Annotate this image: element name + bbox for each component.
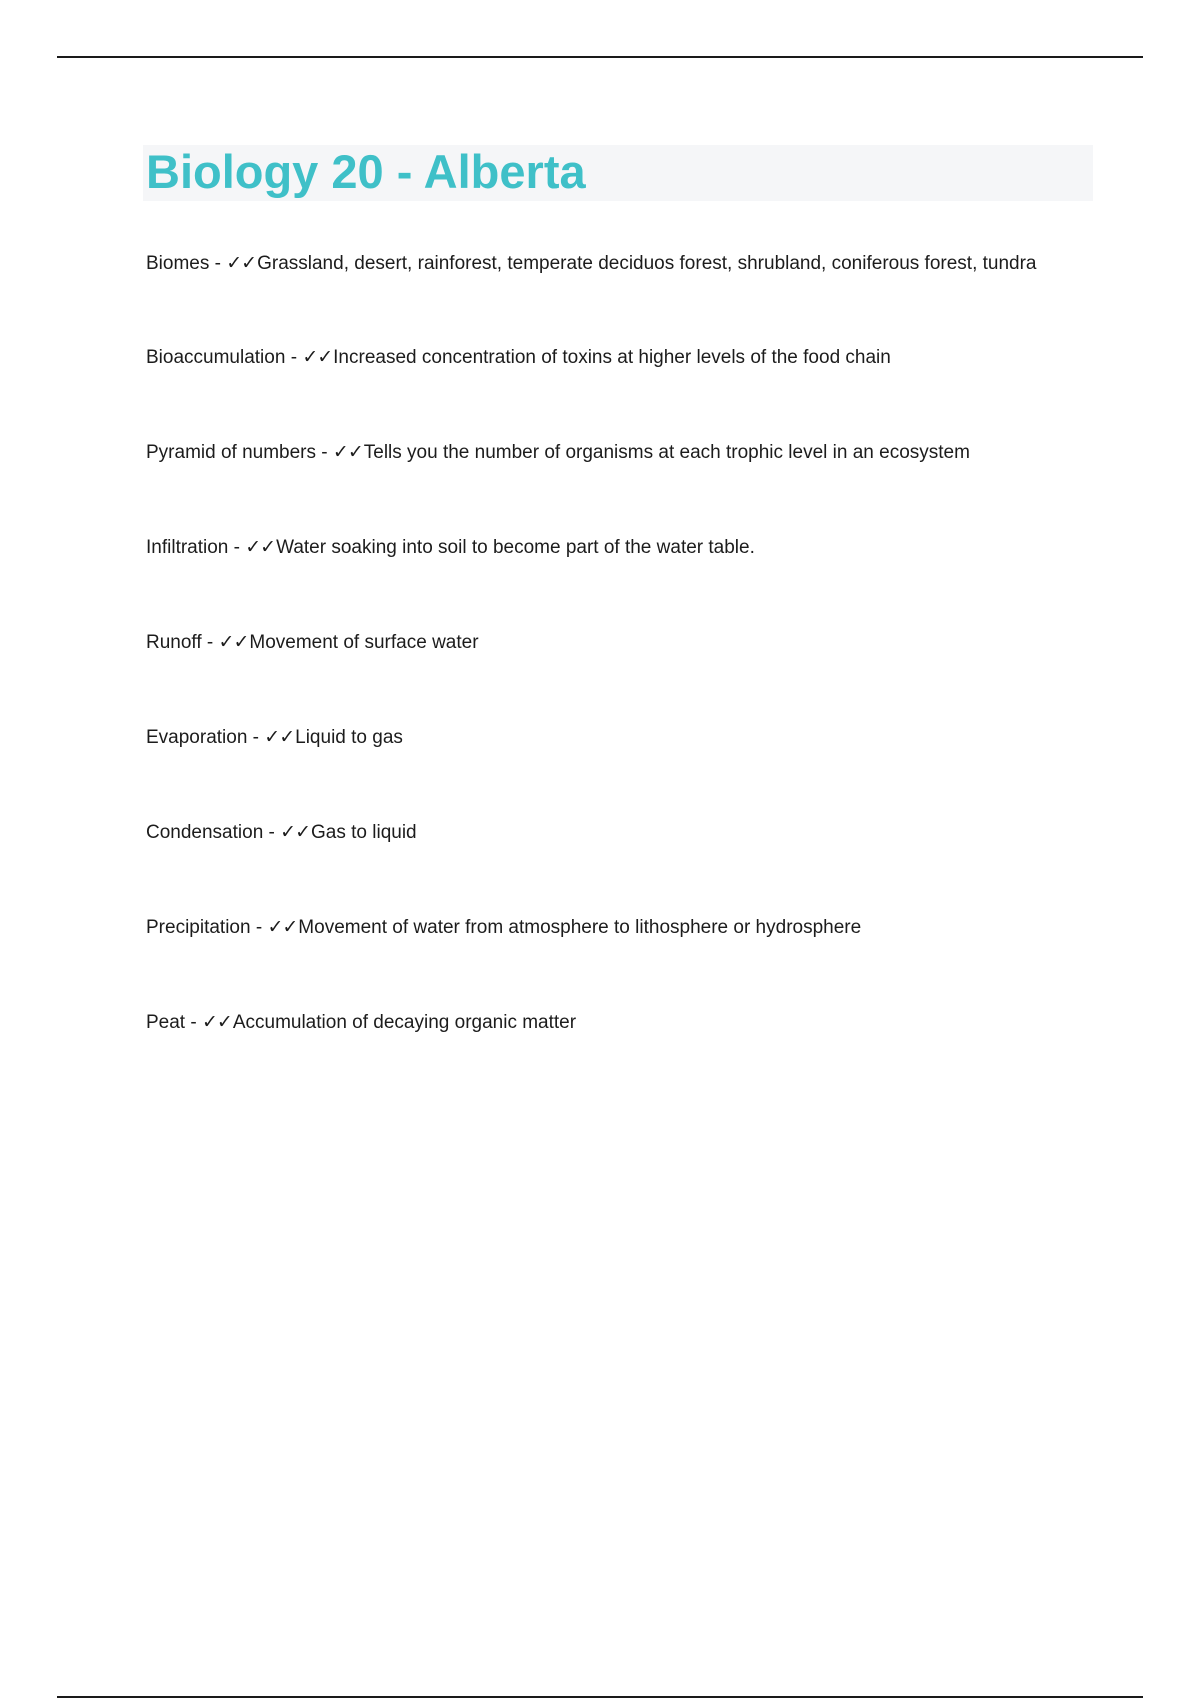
entry-definition: Liquid to gas — [295, 727, 403, 748]
double-check-icon: ✓✓ — [201, 1011, 232, 1033]
entry-term: Infiltration — [146, 537, 229, 558]
entry-separator: - — [185, 1012, 202, 1033]
double-check-icon: ✓✓ — [302, 346, 333, 368]
entry-definition: Accumulation of decaying organic matter — [232, 1012, 577, 1033]
flashcard-list — [146, 248, 1066, 1038]
entry-separator: - — [316, 442, 333, 463]
double-check-icon: ✓✓ — [332, 441, 363, 463]
entry-separator: - — [209, 253, 227, 274]
double-check-icon: ✓✓ — [245, 536, 276, 558]
bottom-divider — [57, 1696, 1143, 1698]
entry-term: Peat — [146, 1012, 186, 1033]
entry-definition: Tells you the number of organisms at each trophic level in an ecosystem — [363, 442, 970, 463]
entry-separator: - — [228, 537, 246, 558]
entry-separator: - — [250, 917, 268, 938]
entry-definition: Increased concentration of toxins at higher levels of the food chain — [333, 347, 891, 368]
flashcard-entry — [146, 722, 1066, 753]
entry-separator: - — [247, 727, 265, 748]
entry-definition: Movement of water from atmosphere to lithosphere or hydrosphere — [298, 917, 862, 938]
top-divider — [57, 56, 1143, 58]
entry-term: Condensation — [146, 822, 264, 843]
entry-term: Runoff — [146, 632, 202, 653]
flashcard-entry — [146, 437, 1066, 468]
double-check-icon: ✓✓ — [218, 631, 249, 653]
page-title: Biology 20 - Alberta — [146, 145, 586, 198]
flashcard-entry — [146, 248, 1066, 279]
entry-term: Evaporation — [146, 727, 248, 748]
double-check-icon: ✓✓ — [226, 252, 257, 274]
flashcard-entry — [146, 342, 1066, 373]
entry-term: Precipitation — [146, 917, 251, 938]
double-check-icon: ✓✓ — [267, 916, 298, 938]
entry-separator: - — [263, 822, 281, 843]
double-check-icon: ✓✓ — [264, 726, 295, 748]
double-check-icon: ✓✓ — [280, 821, 310, 843]
entry-definition: Movement of surface water — [249, 632, 479, 653]
entry-term: Biomes — [146, 253, 210, 274]
entry-term: Bioaccumulation — [146, 347, 286, 368]
entry-definition: Water soaking into soil to become part of the water table. — [276, 537, 755, 558]
entry-term: Pyramid of numbers — [146, 442, 317, 463]
flashcard-entry — [146, 1007, 1066, 1038]
flashcard-entry — [146, 912, 1066, 943]
flashcard-entry — [146, 532, 1066, 563]
entry-separator: - — [285, 347, 303, 368]
flashcard-entry — [146, 627, 1066, 658]
flashcard-entry — [146, 817, 1066, 848]
entry-definition: Grassland, desert, rainforest, temperate deciduos forest, shrubland, coniferous forest, tundra — [257, 253, 1037, 274]
entry-definition: Gas to liquid — [311, 822, 417, 843]
entry-separator: - — [201, 632, 219, 653]
